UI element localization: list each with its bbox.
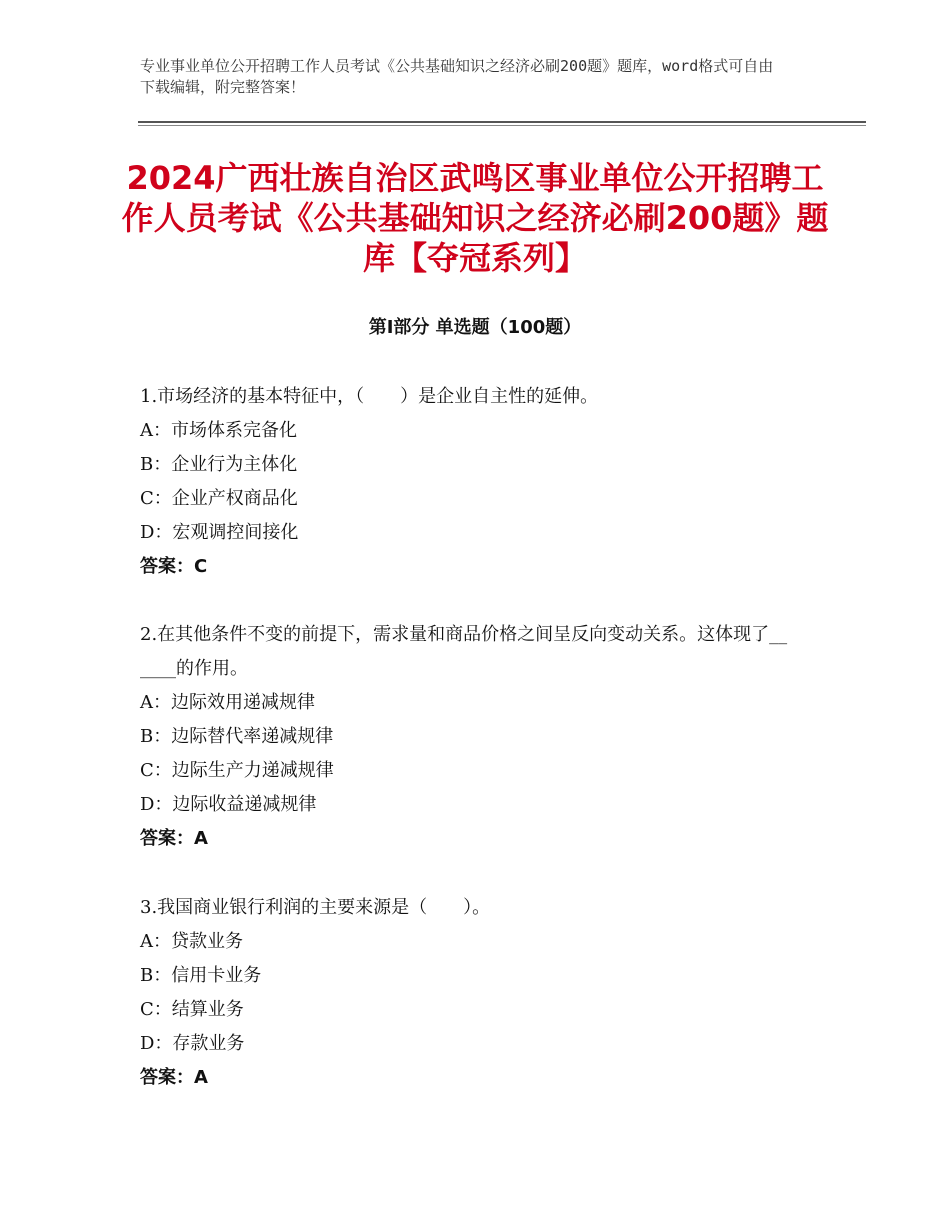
header-divider bbox=[138, 121, 866, 123]
answer: 答案：A bbox=[140, 828, 208, 849]
option-d: D：边际收益递减规律 bbox=[140, 794, 317, 815]
answer: 答案：A bbox=[140, 1067, 208, 1088]
question-3 bbox=[140, 891, 790, 1095]
question-1 bbox=[140, 380, 790, 584]
answer: 答案：C bbox=[140, 556, 208, 577]
option-a: A：市场体系完备化 bbox=[140, 420, 297, 441]
question-stem: 3.我国商业银行利润的主要来源是（ ）。 bbox=[140, 897, 491, 918]
option-b: B：企业行为主体化 bbox=[140, 454, 298, 475]
option-d: D：宏观调控间接化 bbox=[140, 522, 299, 543]
option-a: A：贷款业务 bbox=[140, 931, 243, 952]
option-a: A：边际效用递减规律 bbox=[140, 692, 315, 713]
section-heading: 第Ⅰ部分 单选题（100题） bbox=[368, 317, 582, 338]
header-note: 专业事业单位公开招聘工作人员考试《公共基础知识之经济必刷200题》题库，word格式可自由下载编辑，附完整答案！ bbox=[140, 57, 774, 96]
question-stem: 2.在其他条件不变的前提下，需求量和商品价格之间呈反向变动关系。这体现了______的作用。 bbox=[140, 624, 788, 679]
option-c: C：边际生产力递减规律 bbox=[140, 760, 334, 781]
option-c: C：结算业务 bbox=[140, 999, 244, 1020]
question-2 bbox=[140, 618, 790, 856]
question-stem: 1.市场经济的基本特征中，（ ）是企业自主性的延伸。 bbox=[140, 386, 599, 407]
document-title: 2024广西壮族自治区武鸣区事业单位公开招聘工作人员考试《公共基础知识之经济必刷200题》题库【夺冠系列】 bbox=[121, 159, 829, 277]
header-divider-thin bbox=[138, 125, 866, 126]
option-c: C：企业产权商品化 bbox=[140, 488, 298, 509]
option-d: D：存款业务 bbox=[140, 1033, 245, 1054]
option-b: B：边际替代率递减规律 bbox=[140, 726, 334, 747]
option-b: B：信用卡业务 bbox=[140, 965, 262, 986]
